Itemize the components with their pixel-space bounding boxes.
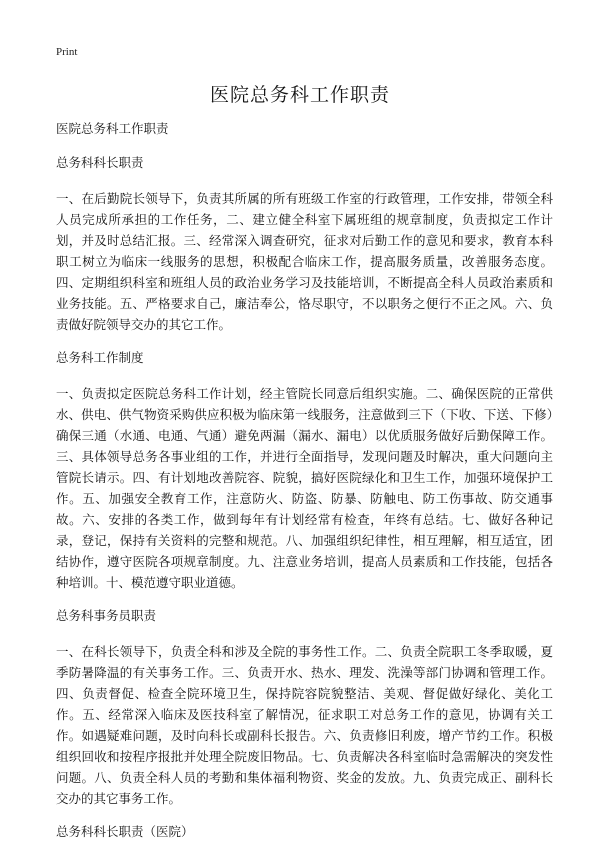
section-heading-work-rules: 总务科工作制度: [56, 350, 144, 365]
page-title: 医院总务科工作职责: [209, 84, 390, 106]
document-subtitle: 医院总务科工作职责: [56, 121, 169, 136]
section-heading-director-duties-hospital: 总务科科长职责（医院）: [56, 824, 194, 839]
section-body-work-rules: 一、负责拟定医院总务科工作计划，经主管院长同意后组织实施。二、确保医院的正常供水、供电、供气物资采购供应积极为临床第一线服务，注意做到三下（下收、下送、下修）确保三通（水通、电通、气通）避免两漏（漏水、漏电）以优质服务做好后勤保障工作。三、具体领导总务各事业组的工作，并进行全面指导，发现问题及时解决，重大问题向主管院长请示。四、有计划地改善院容、院貌，搞好医院绿化和卫生工作，加强环境保护工作。五、加强安全教育工作，注意防火、防盗、防暴、防触电、防工伤事故、防交通事故。六、安排的各类工作，做到每年有计划经常有检查，年终有总结。七、做好各种记录，登记，保持有关资料的完整和规范。八、加强组织纪律性，相互理解，相互适宜，团结协作，遵守医院各项规章制度。九、注意业务培训，提高人员素质和工作技能，包括各种培训。十、模范遵守职业道德。: [56, 386, 553, 590]
section-heading-director-duties: 总务科科长职责: [56, 155, 144, 170]
section-heading-clerk-duties: 总务科事务员职责: [56, 608, 157, 623]
section-body-clerk-duties: 一、在科长领导下，负责全科和涉及全院的事务性工作。二、负责全院职工冬季取暖，夏季防暑降温的有关事务工作。三、负责开水、热水、理发、洗澡等部门协调和管理工作。四、负责督促、检查全院环境卫生，保持院容院貌整洁、美观、督促做好绿化、美化工作。五、经常深入临床及医技科室了解情况，征求职工对总务工作的意见，协调有关工作。如遇疑难问题，及时向科长或副科长报告。六、负责修旧利废，增产节约工作。积极组织回收和按程序报批并处理全院废旧物品。七、负责解决各科室临时急需解决的突发性问题。八、负责全科人员的考勤和集体福利物资、奖金的发放。九、负责完成正、副科长交办的其它事务工作。: [56, 644, 553, 806]
document-content: [56, 120, 553, 857]
print-link[interactable]: Print: [56, 46, 78, 58]
section-body-director-duties: 一、在后勤院长领导下，负责其所属的所有班级工作室的行政管理，工作安排，带领全科人员完成所承担的工作任务，二、建立健全科室下属班组的规章制度，负责拟定工作计划，并及时总结汇报。三、经常深入调查研究，征求对后勤工作的意见和要求，教育本科职工树立为临床一线服务的思想，积极配合临床工作，提高服务质量，改善服务态度。四、定期组织科室和班组人员的政治业务学习及技能培训，不断提高全科人员政治素质和业务技能。五、严格要求自己，廉洁奉公，恪尽职守，不以职务之便行不正之风。六、负责做好院领导交办的其它工作。: [56, 191, 553, 332]
